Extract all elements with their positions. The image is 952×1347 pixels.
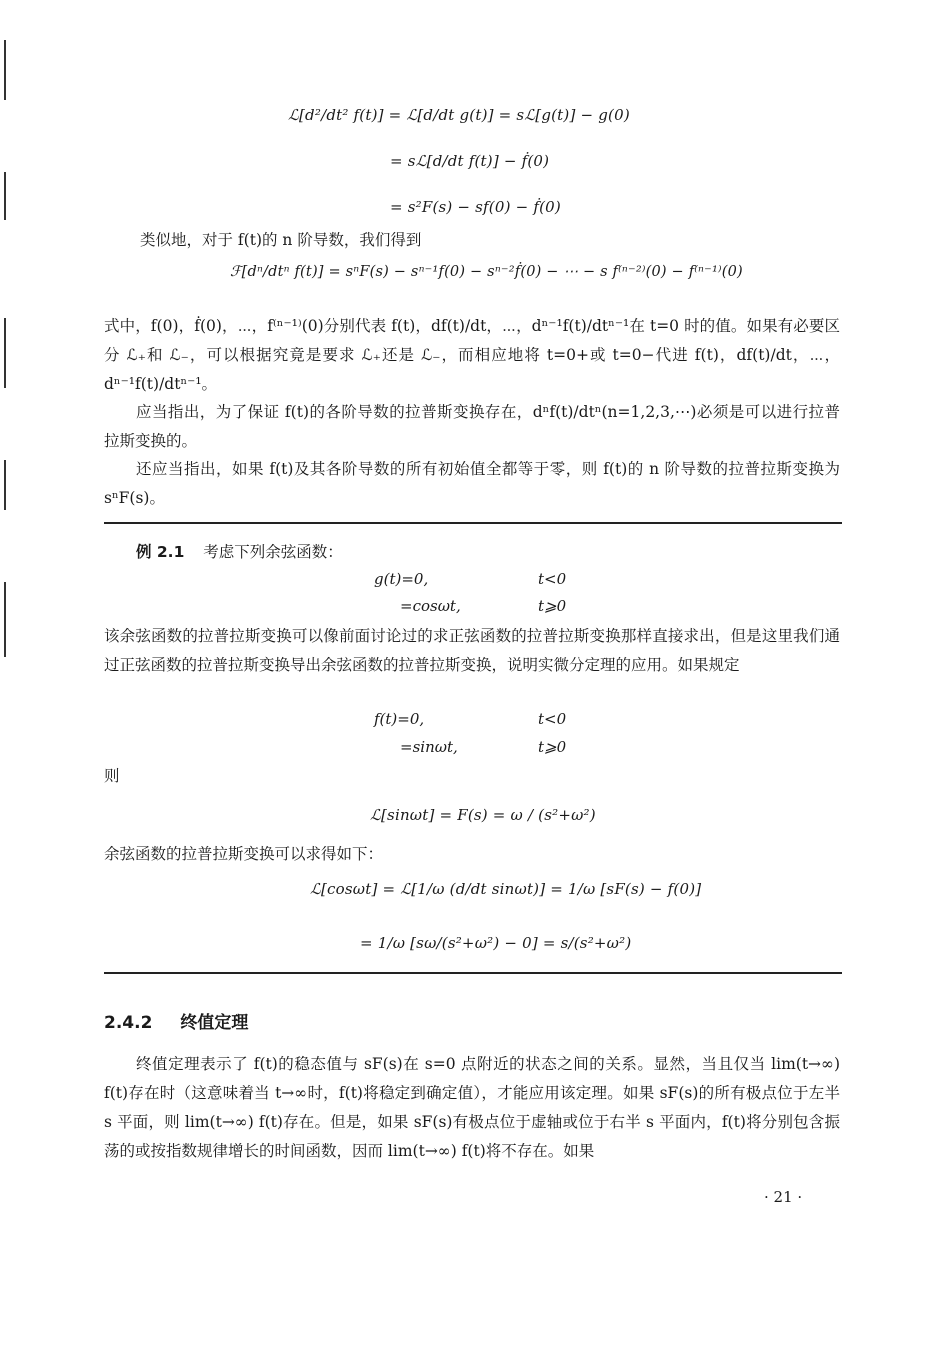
where-paragraph: 式中，f(0)，ḟ(0)，⋯，f⁽ⁿ⁻¹⁾(0)分别代表 f(t)，df(t)/dt，⋯，dⁿ⁻¹f(t)/dtⁿ⁻¹在 t=0 时的值。如果有必要区分 ℒ₊和 ℒ₋，可以根据究竟是要求 ℒ₊还是 ℒ₋，而相应地将 t=0+或 t=0−代进 f(t)，df(t)/dt，⋯，dⁿ⁻¹f(t)/dtⁿ⁻¹。 [104,317,840,393]
final-value-paragraph: 终值定理表示了 f(t)的稳态值与 sF(s)在 s=0 点附近的状态之间的关系。显然，当且仅当 lim(t→∞) f(t)存在时（这意味着当 t→∞时，f(t)将稳定到确定值），才能应用该定理。如果 sF(s)的所有极点位于左半 s 平面，则 lim(t→∞) f(t)存在。但是，如果 sF(s)有极点位于虚轴或位于右半 s 平面内，f(t)将分别包含振荡的或按指数规律增长的时间函数，因而 lim(t→∞) f(t)将不存在。如果 [104,1055,840,1160]
g-condition-2: t⩾0 [538,597,567,615]
equation-nth-derivative: ℱ[dⁿ/dtⁿ f(t)] = sⁿF(s) − sⁿ⁻¹f(0) − sⁿ⁻²ḟ(0) − ⋯ − s f⁽ⁿ⁻²⁾(0) − f⁽ⁿ⁻¹⁾(0) [230,264,743,280]
f-definition-1: f(t)=0, [374,710,425,728]
scan-edge-mark [4,460,6,510]
g-definition-2: =cosωt, [400,597,461,615]
page-number: · 21 · [764,1188,803,1206]
scan-edge-mark [4,40,6,100]
g-definition-1: g(t)=0, [374,570,429,588]
section-title: 终值定理 [180,1013,249,1033]
scan-edge-mark [4,172,6,220]
example-heading [136,540,343,562]
example-bottom-rule [104,972,842,974]
f-condition-1: t<0 [538,710,567,728]
equation-cos-transform-line2: = 1/ω [sω/(s²+ω²) − 0] = s/(s²+ω²) [360,934,632,952]
example-top-rule [104,522,842,524]
f-definition-2: =sinωt, [400,738,458,756]
equation-sin-transform: ℒ[sinωt] = F(s) = ω / (s²+ω²) [370,806,596,824]
f-condition-2: t⩾0 [538,738,567,756]
equation-second-derivative-line3: = s²F(s) − sf(0) − ḟ(0) [390,198,561,216]
then-text: 则 [104,767,120,785]
scan-edge-mark [4,582,6,657]
section-number: 2.4.2 [104,1013,153,1033]
equation-cos-transform-line1: ℒ[cosωt] = ℒ[1/ω (d/dt sinωt)] = 1/ω [sF(s) − f(0)] [310,880,702,898]
example-paragraph: 该余弦函数的拉普拉斯变换可以像前面讨论过的求正弦函数的拉普拉斯变换那样直接求出，但是这里我们通过正弦函数的拉普拉斯变换导出余弦函数的拉普拉斯变换，说明实微分定理的应用。如果规定 [104,627,840,674]
equation-second-derivative-line2: = sℒ[d/dt f(t)] − ḟ(0) [390,152,550,170]
cos-intro-text: 余弦函数的拉普拉斯变换可以求得如下： [104,845,384,863]
g-condition-1: t<0 [538,570,567,588]
note-paragraph: 应当指出，为了保证 f(t)的各阶导数的拉普斯变换存在，dⁿf(t)/dtⁿ(n=1,2,3,⋯)必须是可以进行拉普拉斯变换的。 [104,403,840,450]
zero-initial-paragraph: 还应当指出，如果 f(t)及其各阶导数的所有初始值全都等于零，则 f(t)的 n 阶导数的拉普拉斯变换为 sⁿF(s)。 [104,460,840,507]
equation-second-derivative-line1: ℒ[d²/dt² f(t)] = ℒ[d/dt g(t)] = sℒ[g(t)] − g(0) [288,106,630,124]
example-intro: 考虑下列余弦函数： [203,543,343,561]
similarly-text: 类似地，对于 f(t)的 n 阶导数，我们得到 [140,231,422,249]
example-label: 例 2.1 [136,543,185,561]
section-heading [104,1008,248,1033]
scan-edge-mark [4,318,6,388]
